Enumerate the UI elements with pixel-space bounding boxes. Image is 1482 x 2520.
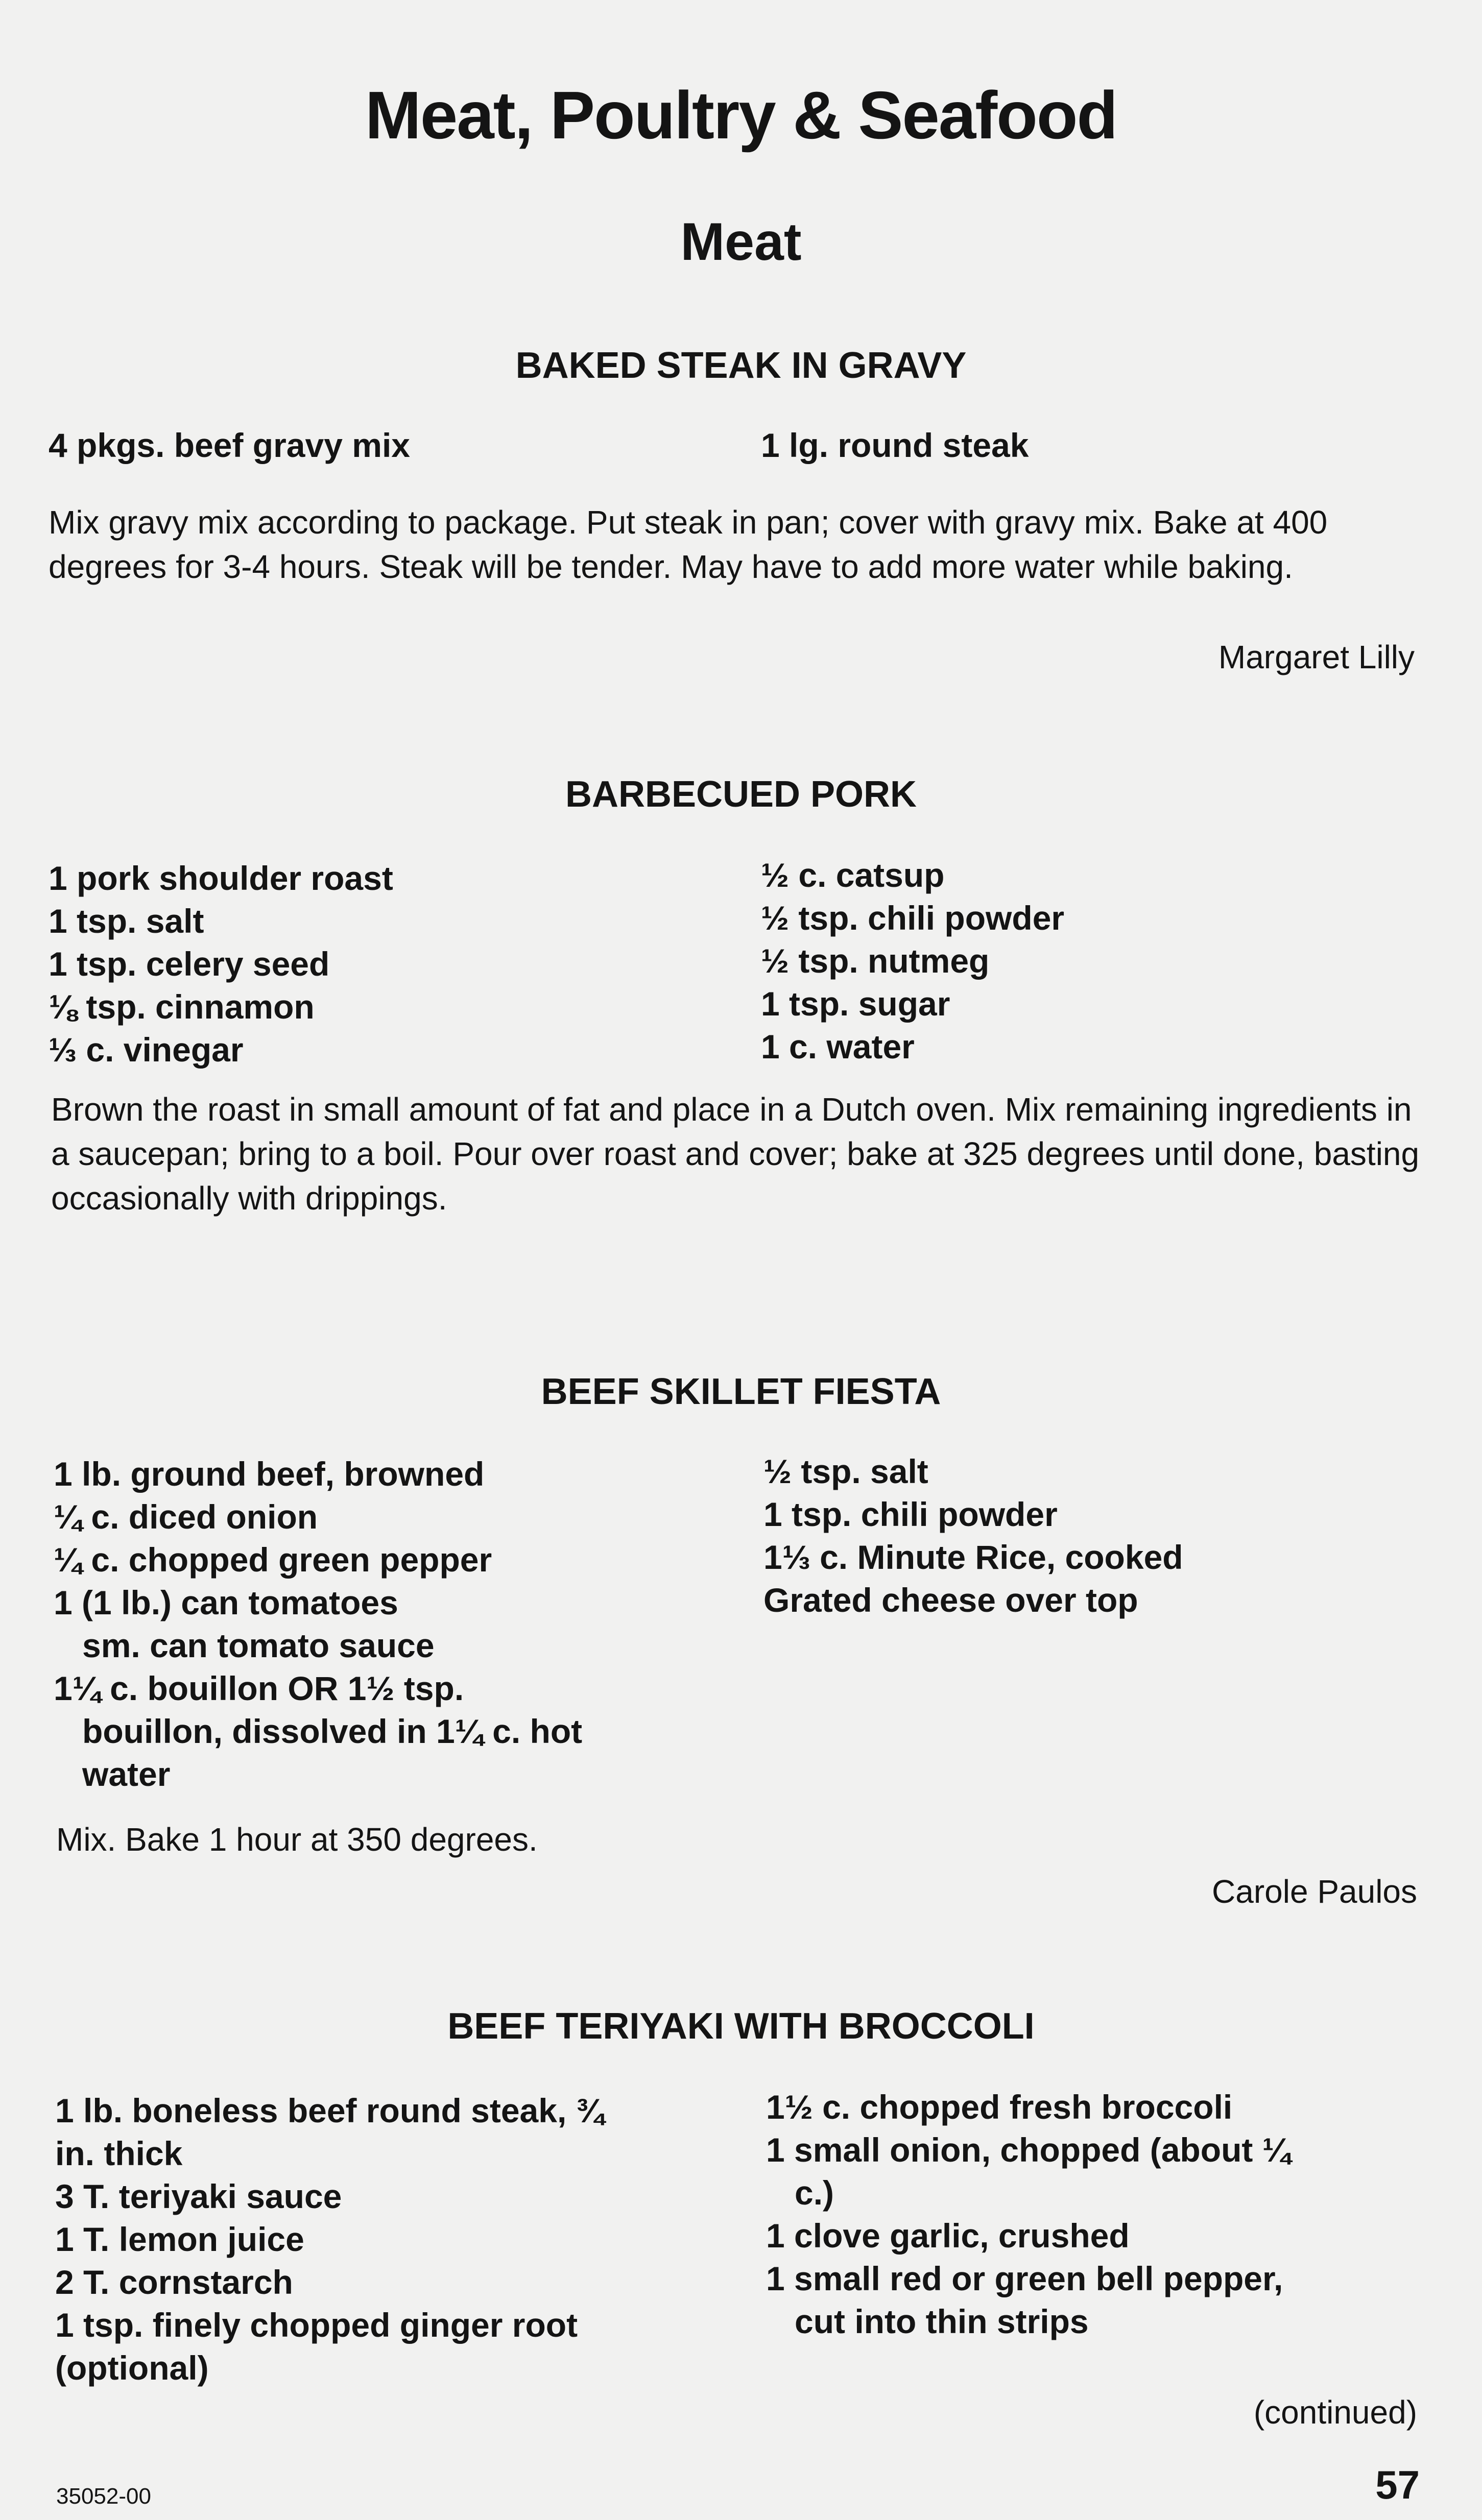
ingredient: ⅓ c. vinegar [49, 1031, 244, 1069]
ingredient: ½ tsp. salt [763, 1452, 928, 1490]
ingredient: c.) [795, 2174, 834, 2212]
ingredient: 1¼ c. bouillon OR 1½ tsp. [54, 1669, 464, 1707]
ingredient-list-right [761, 854, 1064, 1068]
recipe-attribution: Margaret Lilly [1218, 639, 1415, 675]
ingredient: 1 tsp. salt [49, 902, 204, 940]
ingredient: 1 c. water [761, 1028, 915, 1065]
recipe-title: BAKED STEAK IN GRAVY [515, 345, 967, 386]
ingredient: 1 small onion, chopped (about ¼ [766, 2131, 1290, 2169]
recipe-directions: Brown the roast in small amount of fat and place in a Dutch oven. Mix remaining ingredients in a saucepan; bring to a boil. Pour over roast and cover; bake at 325 degrees until done, basting occasionally with drippings. [51, 1091, 1420, 1217]
ingredient: 4 pkgs. beef gravy mix [49, 426, 410, 464]
ingredient: 1 tsp. finely chopped ginger root [55, 2306, 578, 2344]
ingredient-list-right [761, 424, 1029, 467]
ingredient: Grated cheese over top [763, 1581, 1138, 1619]
recipe-attribution: Carole Paulos [1212, 1873, 1417, 1910]
recipe-directions: Mix gravy mix according to package. Put steak in pan; cover with gravy mix. Bake at 400 degrees for 3-4 hours. Steak will be tender. May have to add more water while baking. [49, 504, 1328, 585]
ingredient: sm. can tomato sauce [82, 1627, 435, 1664]
subsection-title: Meat [680, 212, 802, 272]
recipe-directions: Mix. Bake 1 hour at 350 degrees. [56, 1821, 538, 1858]
ingredient: cut into thin strips [795, 2303, 1089, 2340]
ingredient: 1 tsp. chili powder [763, 1495, 1058, 1533]
ingredient: 1 pork shoulder roast [49, 859, 393, 897]
page-number: 57 [1375, 2462, 1420, 2507]
ingredient: ¼ c. diced onion [54, 1498, 318, 1536]
ingredient: ½ c. catsup [761, 856, 945, 894]
ingredient: water [82, 1755, 171, 1793]
ingredient: 1½ c. chopped fresh broccoli [766, 2088, 1233, 2126]
recipe-title: BEEF SKILLET FIESTA [541, 1371, 941, 1412]
ingredient: ½ tsp. nutmeg [761, 942, 990, 980]
ingredient: 1 lb. ground beef, browned [54, 1455, 485, 1493]
ingredient: 3 T. teriyaki sauce [55, 2177, 342, 2215]
ingredient: 1 clove garlic, crushed [766, 2217, 1130, 2255]
ingredient: in. thick [55, 2135, 183, 2172]
ingredient-list-right [766, 2086, 1290, 2343]
ingredient: 1 T. lemon juice [55, 2220, 304, 2258]
ingredient-list-right [763, 1450, 1183, 1621]
ingredient: 1 tsp. celery seed [49, 945, 330, 983]
ingredient: 1 small red or green bell pepper, [766, 2260, 1283, 2297]
ingredient: ½ tsp. chili powder [761, 899, 1065, 937]
section-title: Meat, Poultry & Seafood [365, 78, 1117, 153]
ingredient: 1⅓ c. Minute Rice, cooked [763, 1538, 1183, 1576]
recipe-title: BARBECUED PORK [565, 774, 917, 815]
ingredient: 1 (1 lb.) can tomatoes [54, 1584, 398, 1621]
footer-code: 35052-00 [56, 2484, 151, 2509]
ingredient: 1 tsp. sugar [761, 985, 950, 1023]
ingredient: 1 lg. round steak [761, 426, 1029, 464]
ingredient-list-left [54, 1452, 582, 1796]
ingredient: bouillon, dissolved in 1¼ c. hot [82, 1712, 583, 1750]
continued-note: (continued) [1253, 2394, 1417, 2431]
ingredient: 2 T. cornstarch [55, 2263, 293, 2301]
ingredient: 1 lb. boneless beef round steak, ¾ [55, 2092, 604, 2129]
ingredient: ⅛ tsp. cinnamon [49, 988, 315, 1026]
ingredient-list-left [55, 2089, 604, 2389]
ingredient-list-left [49, 857, 393, 1071]
ingredient: (optional) [55, 2349, 209, 2387]
ingredient-list-left [49, 424, 410, 467]
ingredient: ¼ c. chopped green pepper [54, 1541, 492, 1579]
recipe-title: BEEF TERIYAKI WITH BROCCOLI [447, 2006, 1035, 2047]
